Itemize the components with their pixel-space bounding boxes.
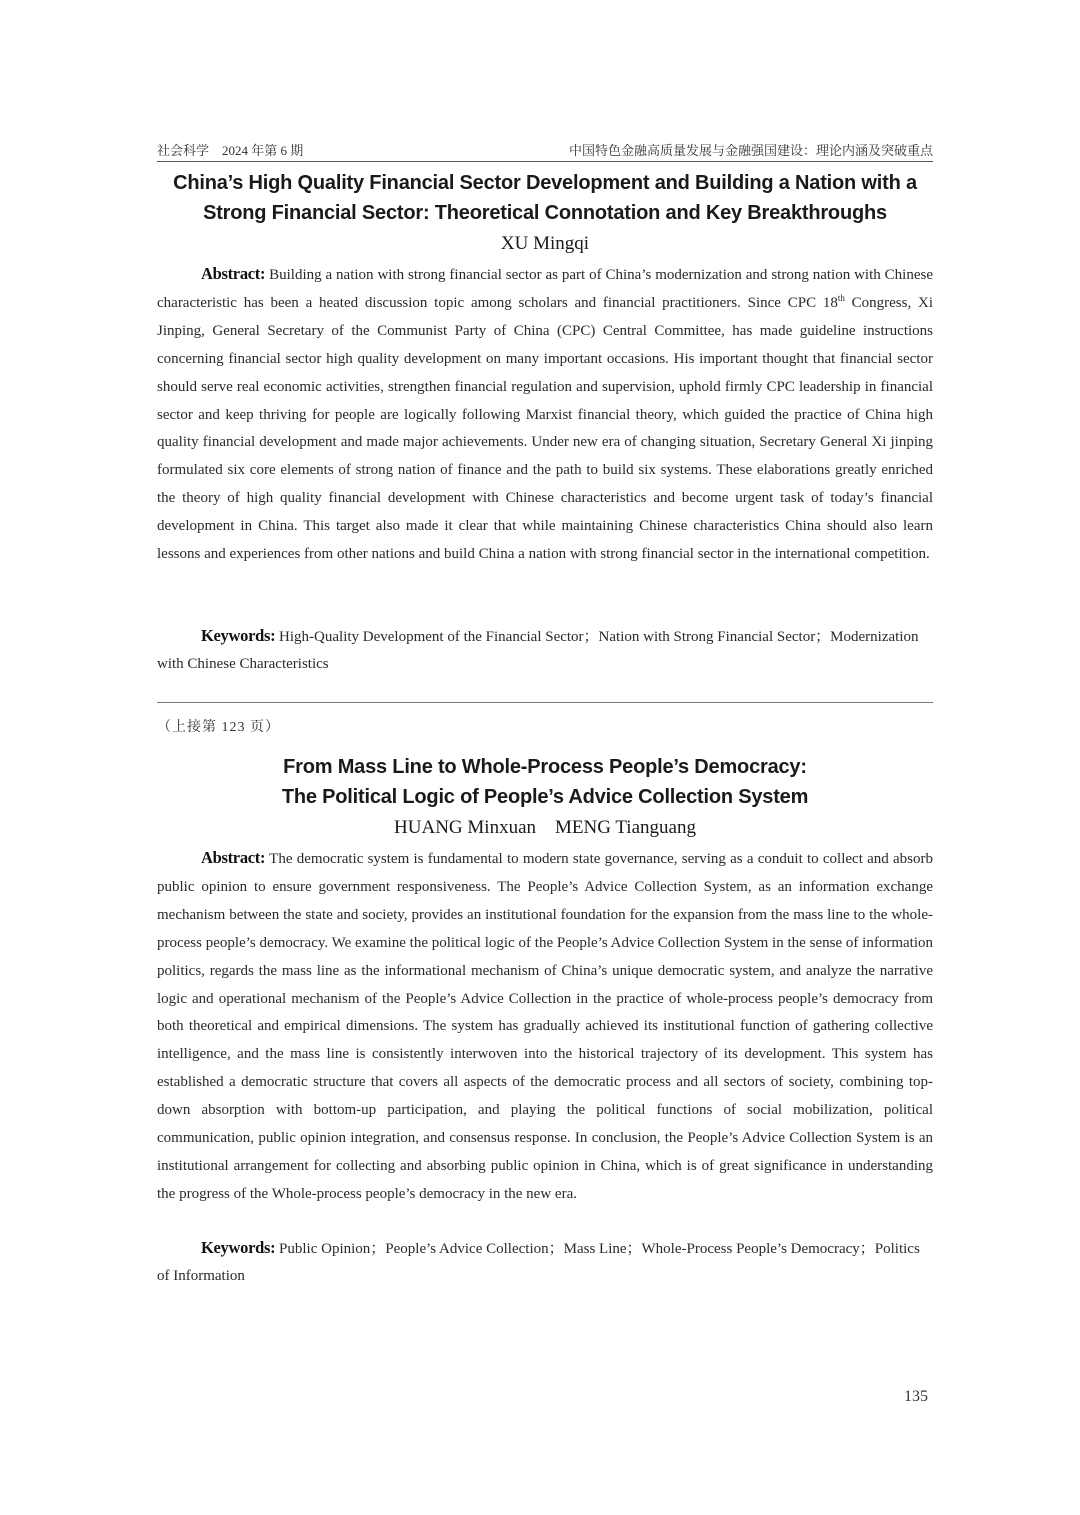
- abstract-label: Abstract:: [201, 848, 266, 867]
- article-2-abstract-text: The democratic system is fundamental to modern state governance, serving as a conduit to collect and absorb public opinion to ensure government responsiveness. The People’s Advice Collection System, as an information exchange mechanism between the state and society, provides an institutional foundation for the expansion from the mass line to the whole-process people’s democracy. We examine the political logic of the People’s Advice Collection System in the sense of information politics, regards the mass line as the informational mechanism of China’s unique democratic system, and analyze the narrative logic and operational mechanism of the People’s Advice Collection in the practice of whole-process people’s democracy from both theoretical and empirical dimensions. The system has gradually achieved its institutional function of gathering collective intelligence, and the mass line is consistently interwoven into the historical trajectory of its development. This system has established a democratic structure that covers all aspects of the democratic process and all sectors of society, combining top-down absorption with bottom-up participation, and playing the political functions of social mobilization, political communication, public opinion integration, and consensus response. In conclusion, the People’s Advice Collection System is an institutional arrangement for collecting and absorbing public opinion in China, which is of great significance in understanding the progress of the Whole-process people’s democracy in the new era.: [157, 851, 933, 1202]
- article-1-authors: XU Mingqi: [500, 233, 590, 254]
- journal-issue: 社会科学 2024 年第 6 期: [157, 143, 304, 158]
- article-2-title: [157, 752, 933, 812]
- article-1-title: [157, 168, 933, 228]
- article-1-keywords: [157, 622, 933, 678]
- header-rule: [157, 161, 933, 162]
- article-2-title-line-2: The Political Logic of People’s Advice Collection System: [281, 786, 809, 808]
- section-title: 中国特色金融高质量发展与金融强国建设：理论内涵及突破重点: [568, 143, 933, 158]
- article-2-keywords: [157, 1234, 933, 1290]
- article-1-abstract-text-1: Building a nation with strong financial sector as part of China’s modernization and strong nation with Chinese characteristic has been a heated discussion topic among scholars and financial practitioners. Since CPC 18: [157, 267, 933, 311]
- keywords-label: Keywords:: [201, 1238, 276, 1257]
- running-head: [157, 140, 933, 160]
- article-2-title-line-1: From Mass Line to Whole-Process People’s Democracy:: [283, 756, 807, 778]
- article-2-abstract: [157, 844, 933, 1209]
- article-1-title-line-2: Strong Financial Sector: Theoretical Connotation and Key Breakthroughs: [203, 202, 887, 224]
- page-number: 135: [904, 1388, 928, 1405]
- continued-from-note: （上接第 123 页）: [157, 720, 280, 735]
- article-1-abstract-text-2: Congress, Xi Jinping, General Secretary of the Communist Party of China (CPC) Central Committee, has made guideline instructions concerning financial sector high quality development on many important occasions. His important thought that financial sector should serve real economic activities, strengthen financial regulation and supervision, uphold firmly CPC leadership in financial sector and keep thriving for people are logically following Marxist financial theory, which guided the practice of China high quality financial development and made major achievements. Under new era of changing situation, Secretary General Xi jinping formulated six core elements of strong nation of finance and the path to build six systems. These elaborations greatly enriched the theory of high quality financial development with Chinese characteristics and become urgent task of today’s financial development in China. This target also made it clear that while maintaining Chinese characteristics China should also learn lessons and experiences from other nations and build China a nation with strong financial sector in the international competition.: [157, 294, 933, 563]
- article-1-keywords-text: High-Quality Development of the Financial Sector；Nation with Strong Financial Sector；Modernization with Chinese Characteristics: [157, 629, 919, 672]
- article-2-authors: HUANG Minxuan MENG Tianguang: [394, 817, 696, 838]
- article-divider: [157, 702, 933, 703]
- article-2-keywords-text: Public Opinion；People’s Advice Collection；Mass Line；Whole-Process People’s Democracy；Politics of Information: [157, 1241, 920, 1284]
- article-1-abstract: [157, 260, 933, 569]
- article-1-title-line-1: China’s High Quality Financial Sector Development and Building a Nation with a: [173, 172, 917, 194]
- abstract-label: Abstract:: [201, 264, 266, 283]
- keywords-label: Keywords:: [201, 626, 276, 645]
- ordinal-superscript: th: [837, 292, 845, 303]
